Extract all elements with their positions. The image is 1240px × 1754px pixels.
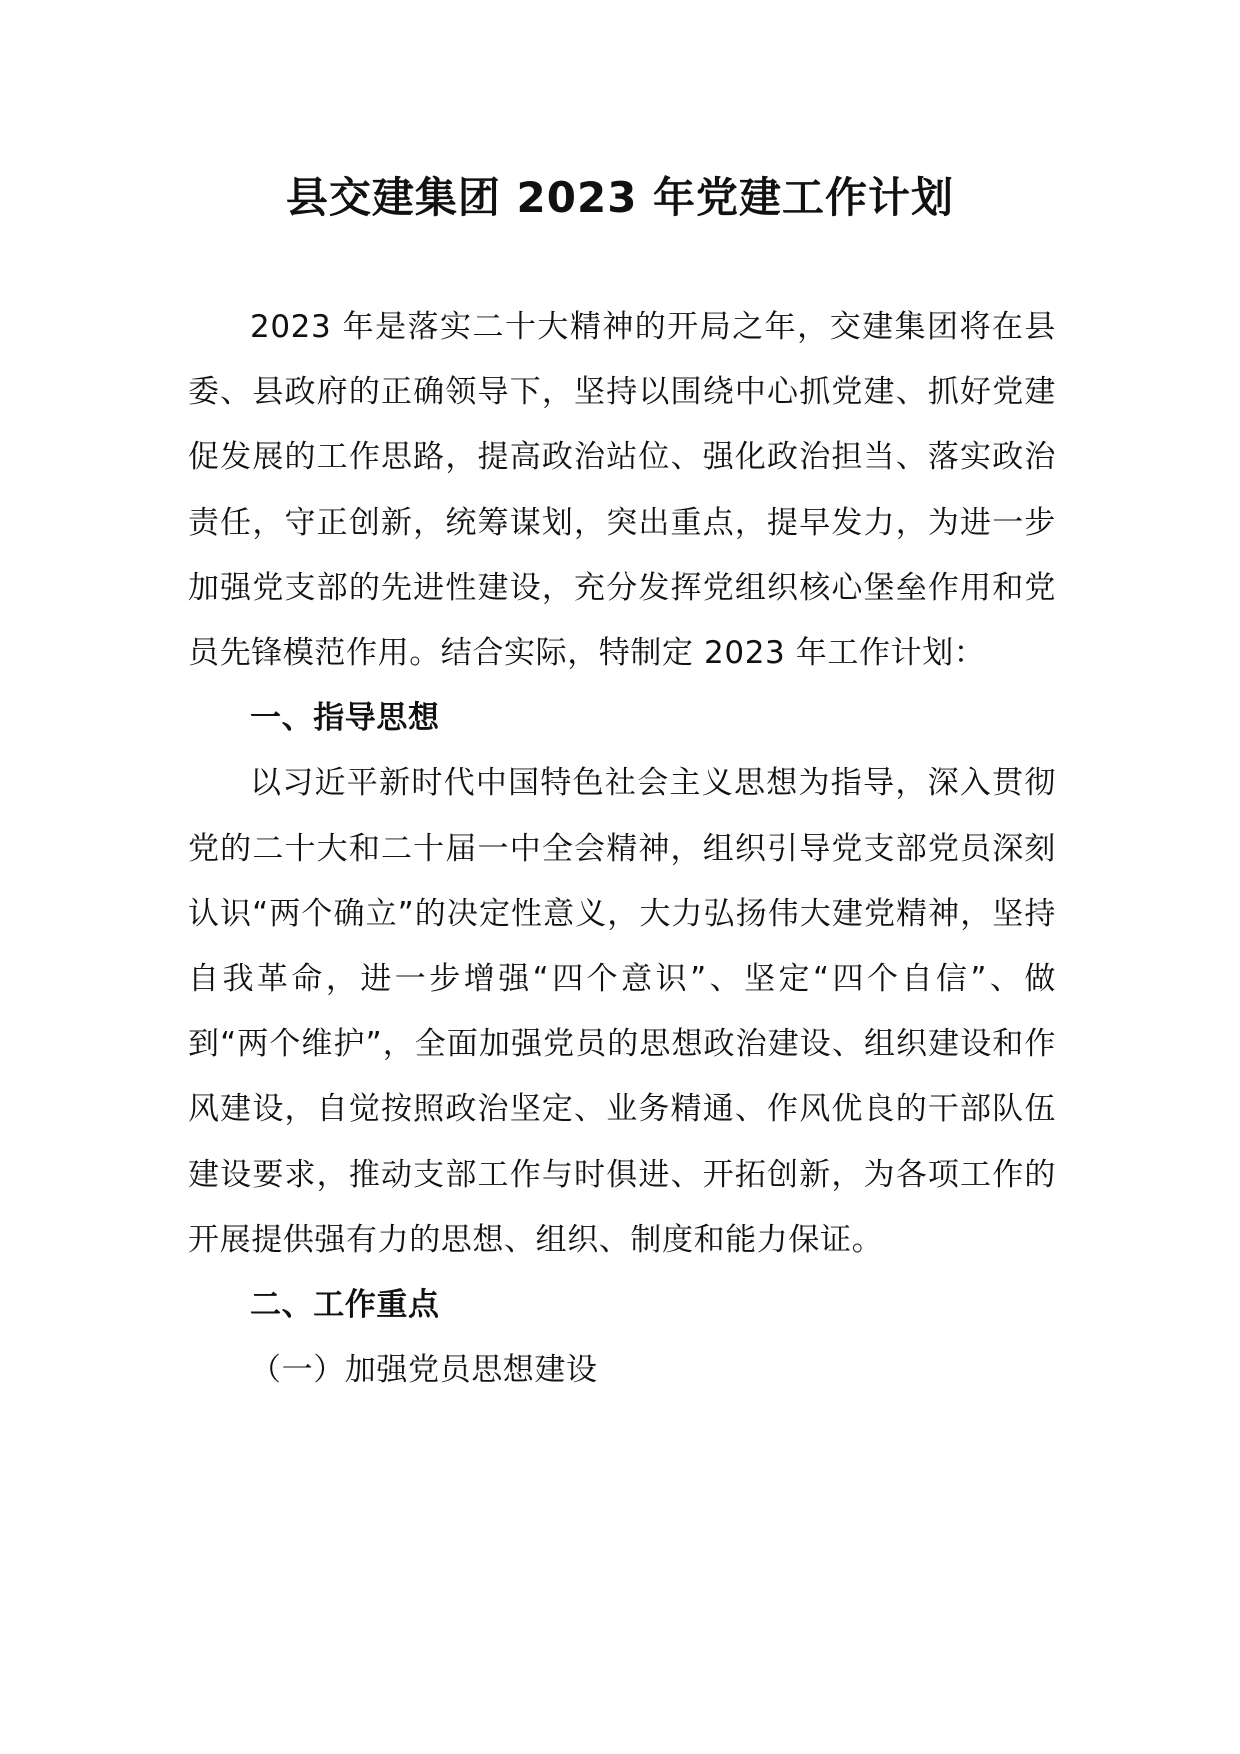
subsection-heading-party-member-ideology: （一）加强党员思想建设	[250, 1352, 598, 1389]
intro-paragraph: 2023 年是落实二十大精神的开局之年，交建集团将在县委、县政府的正确领导下，坚持以围绕中心抓党建、抓好党建促发展的工作思路，提高政治站位、强化政治担当、落实政治责任，守正创新，统筹谋划，突出重点，提早发力，为进一步加强党支部的先进性建设，充分发挥党组织核心堡垒作用和党员先锋模范作用。结合实际，特制定 2023 年工作计划：	[188, 309, 1056, 672]
document-body	[188, 295, 1056, 1403]
document-title: 县交建集团 2023 年党建工作计划	[285, 173, 955, 222]
section-heading-work-priorities: 二、工作重点	[250, 1287, 440, 1324]
section-heading-guiding-ideology: 一、指导思想	[250, 700, 440, 737]
guiding-ideology-paragraph: 以习近平新时代中国特色社会主义思想为指导，深入贯彻党的二十大和二十届一中全会精神，组织引导党支部党员深刻认识“两个确立”的决定性意义，大力弘扬伟大建党精神，坚持自我革命，进一步增强“四个意识”、坚定“四个自信”、做到“两个维护”，全面加强党员的思想政治建设、组织建设和作风建设，自觉按照政治坚定、业务精通、作风优良的干部队伍建设要求，推动支部工作与时俱进、开拓创新，为各项工作的开展提供强有力的思想、组织、制度和能力保证。	[188, 765, 1056, 1258]
